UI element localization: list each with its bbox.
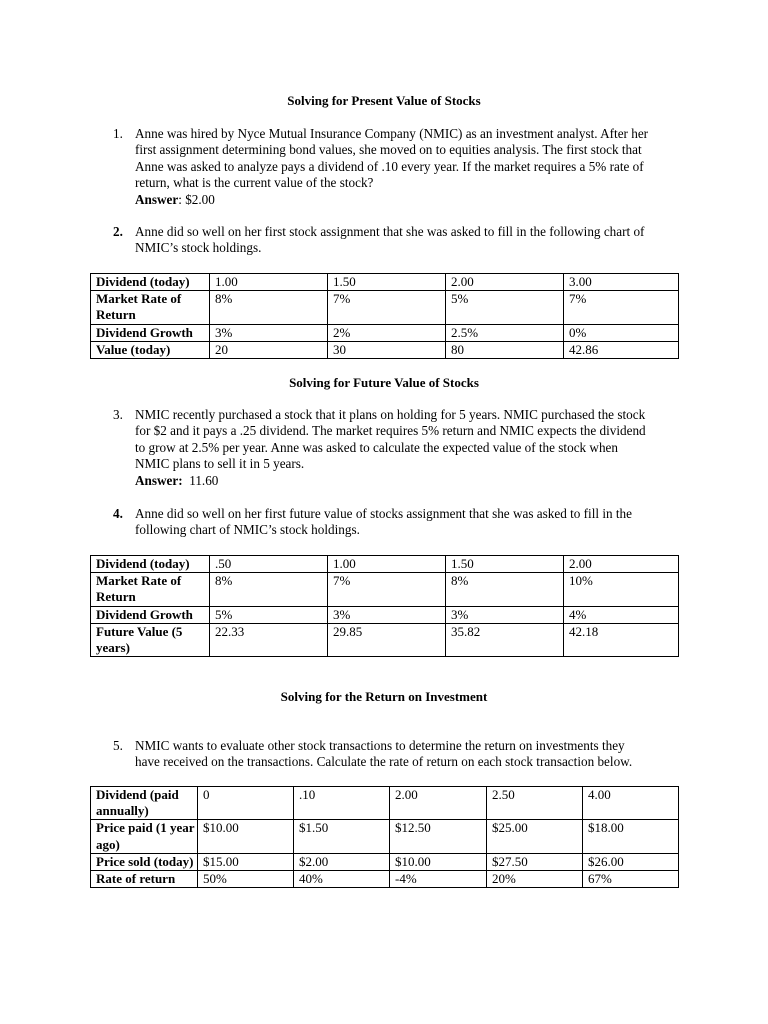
row-header: Rate of return bbox=[91, 871, 198, 888]
row-header: Dividend (today) bbox=[91, 556, 210, 573]
question-number: 2. bbox=[113, 224, 123, 239]
question-number: 4. bbox=[113, 506, 123, 521]
table-cell: 5% bbox=[446, 291, 564, 324]
table-cell: 1.00 bbox=[210, 274, 328, 291]
table-cell: $10.00 bbox=[198, 820, 294, 853]
answer-value: 11.60 bbox=[182, 472, 219, 488]
table-cell: 29.85 bbox=[328, 623, 446, 656]
section-heading-present-value: Solving for Present Value of Stocks bbox=[287, 93, 481, 108]
question-number: 5. bbox=[113, 738, 123, 753]
section-heading-return-on-investment: Solving for the Return on Investment bbox=[280, 689, 488, 704]
table-cell: $15.00 bbox=[198, 853, 294, 870]
question-3 bbox=[113, 407, 683, 489]
table-cell: 8% bbox=[446, 573, 564, 606]
table-cell: 20 bbox=[210, 341, 328, 358]
row-header: Price paid (1 year ago) bbox=[91, 820, 198, 853]
row-header: Market Rate of Return bbox=[91, 573, 210, 606]
table-cell: 5% bbox=[210, 606, 328, 623]
table-cell: 42.86 bbox=[564, 341, 679, 358]
row-header: Price sold (today) bbox=[91, 853, 198, 870]
present-value-table bbox=[90, 273, 679, 359]
question-text-line: NMIC recently purchased a stock that it plans on holding for 5 years. NMIC purchased the stock bbox=[135, 407, 646, 422]
table-cell: 7% bbox=[564, 291, 679, 324]
table-cell: 3% bbox=[446, 606, 564, 623]
table-cell: 0% bbox=[564, 324, 679, 341]
table-row bbox=[91, 606, 679, 623]
table-cell: 3% bbox=[328, 606, 446, 623]
table-row bbox=[91, 623, 679, 656]
question-text-line: NMIC’s stock holdings. bbox=[135, 240, 262, 256]
table-cell: 7% bbox=[328, 291, 446, 324]
question-text-line: first assignment determining bond values, she moved on to equities analysis. The first stock that bbox=[135, 142, 642, 158]
table-row bbox=[91, 291, 679, 324]
table-cell: 3% bbox=[210, 324, 328, 341]
table-cell: $1.50 bbox=[294, 820, 390, 853]
table-cell: 2% bbox=[328, 324, 446, 341]
row-header: Value (today) bbox=[91, 341, 210, 358]
table-cell: $18.00 bbox=[583, 820, 679, 853]
table-cell: 80 bbox=[446, 341, 564, 358]
table-cell: 30 bbox=[328, 341, 446, 358]
table-row bbox=[91, 556, 679, 573]
question-text-line: following chart of NMIC’s stock holdings. bbox=[135, 522, 360, 538]
table-cell: 2.00 bbox=[446, 274, 564, 291]
table-cell: -4% bbox=[390, 871, 487, 888]
table-cell: 35.82 bbox=[446, 623, 564, 656]
row-header: Dividend Growth bbox=[91, 324, 210, 341]
answer-value: : $2.00 bbox=[178, 191, 215, 207]
table-cell: 0 bbox=[198, 787, 294, 820]
question-text-line: Anne did so well on her first stock assignment that she was asked to fill in the following chart of bbox=[135, 224, 645, 239]
question-2 bbox=[113, 224, 683, 257]
table-row bbox=[91, 324, 679, 341]
table-cell: 1.50 bbox=[446, 556, 564, 573]
question-text-line: NMIC plans to sell it in 5 years. bbox=[135, 456, 305, 472]
question-number: 1. bbox=[113, 126, 123, 141]
table-row bbox=[91, 820, 679, 853]
answer-line bbox=[135, 192, 683, 208]
answer-line bbox=[135, 473, 683, 489]
table-row bbox=[91, 274, 679, 291]
question-text-line: have received on the transactions. Calculate the rate of return on each stock transaction below. bbox=[135, 754, 633, 770]
table-cell: 67% bbox=[583, 871, 679, 888]
answer-label: Answer bbox=[135, 191, 179, 207]
row-header: Future Value (5 years) bbox=[91, 623, 210, 656]
table-cell: 42.18 bbox=[564, 623, 679, 656]
table-cell: 10% bbox=[564, 573, 679, 606]
question-1 bbox=[113, 126, 683, 208]
table-cell: 8% bbox=[210, 573, 328, 606]
return-on-investment-table bbox=[90, 786, 679, 888]
table-cell: .10 bbox=[294, 787, 390, 820]
question-text-line: return, what is the current value of the stock? bbox=[135, 175, 374, 191]
question-number: 3. bbox=[113, 407, 123, 422]
row-header: Market Rate of Return bbox=[91, 291, 210, 324]
table-cell: 2.5% bbox=[446, 324, 564, 341]
question-text-line: NMIC wants to evaluate other stock transactions to determine the return on investments they bbox=[135, 738, 625, 753]
table-cell: 22.33 bbox=[210, 623, 328, 656]
question-4 bbox=[113, 506, 683, 539]
table-cell: 1.50 bbox=[328, 274, 446, 291]
row-header: Dividend Growth bbox=[91, 606, 210, 623]
table-cell: $26.00 bbox=[583, 853, 679, 870]
table-row bbox=[91, 871, 679, 888]
table-cell: $10.00 bbox=[390, 853, 487, 870]
section-heading-future-value: Solving for Future Value of Stocks bbox=[289, 375, 479, 390]
question-text-line: to grow at 2.5% per year. Anne was asked to calculate the expected value of the stock when bbox=[135, 439, 618, 455]
table-cell: 4% bbox=[564, 606, 679, 623]
table-cell: 2.00 bbox=[564, 556, 679, 573]
table-cell: $12.50 bbox=[390, 820, 487, 853]
table-cell: 40% bbox=[294, 871, 390, 888]
table-cell: .50 bbox=[210, 556, 328, 573]
table-row bbox=[91, 853, 679, 870]
question-text-line: Anne was asked to analyze pays a dividend of .10 every year. If the market requires a 5% rate of bbox=[135, 158, 644, 174]
future-value-table bbox=[90, 555, 679, 657]
table-row bbox=[91, 341, 679, 358]
table-cell: 50% bbox=[198, 871, 294, 888]
table-cell: $25.00 bbox=[487, 820, 583, 853]
question-text-line: Anne was hired by Nyce Mutual Insurance Company (NMIC) as an investment analyst. After her bbox=[135, 126, 649, 141]
table-cell: 2.50 bbox=[487, 787, 583, 820]
table-cell: $27.50 bbox=[487, 853, 583, 870]
question-5 bbox=[113, 738, 683, 771]
table-row bbox=[91, 573, 679, 606]
question-text-line: for $2 and it pays a .25 dividend. The market requires 5% return and NMIC expects the dividend bbox=[135, 423, 646, 439]
table-cell: 8% bbox=[210, 291, 328, 324]
table-cell: $2.00 bbox=[294, 853, 390, 870]
row-header: Dividend (today) bbox=[91, 274, 210, 291]
table-cell: 1.00 bbox=[328, 556, 446, 573]
table-cell: 20% bbox=[487, 871, 583, 888]
table-cell: 3.00 bbox=[564, 274, 679, 291]
row-header: Dividend (paid annually) bbox=[91, 787, 198, 820]
table-cell: 4.00 bbox=[583, 787, 679, 820]
table-cell: 7% bbox=[328, 573, 446, 606]
table-cell: 2.00 bbox=[390, 787, 487, 820]
answer-label: Answer: bbox=[135, 472, 183, 488]
question-text-line: Anne did so well on her first future value of stocks assignment that she was asked to fill in the bbox=[135, 506, 632, 521]
table-row bbox=[91, 787, 679, 820]
